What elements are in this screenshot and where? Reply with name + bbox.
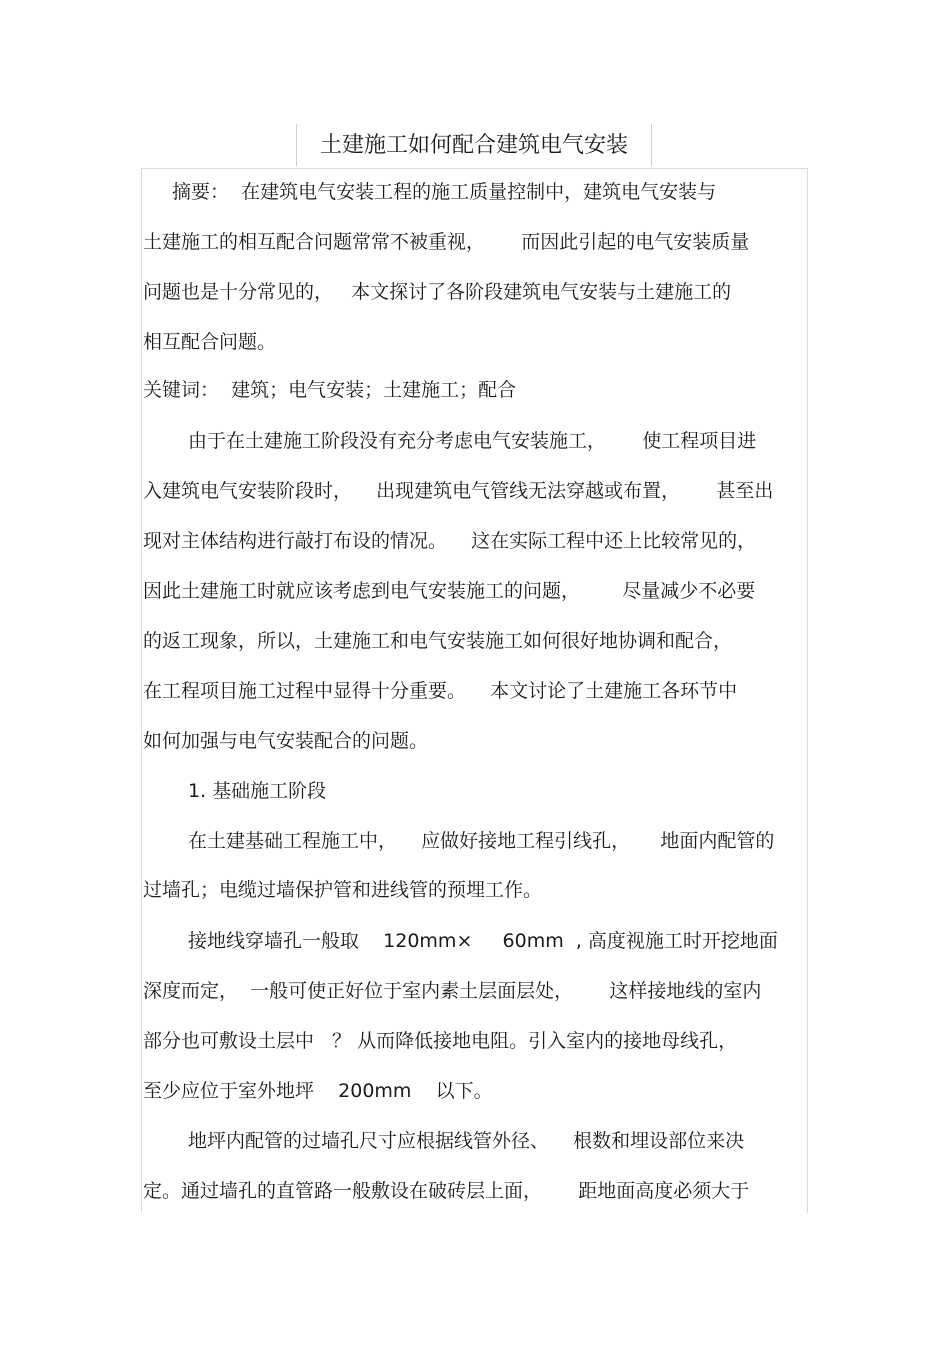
section1-para3-line-1: 地坪内配管的过墙孔尺寸应根据线管外径、 根数和埋设部位来决: [188, 1130, 745, 1152]
abstract-line-4: 相互配合问题。: [143, 331, 277, 353]
section-heading-1: 1. 基础施工阶段: [188, 780, 327, 802]
section1-para3-line-2: 定。通过墙孔的直管路一般敷设在破砖层上面， 距地面高度必须大于: [143, 1180, 750, 1202]
abstract-line-3: 问题也是十分常见的， 本文探讨了各阶段建筑电气安装与土建施工的: [143, 281, 732, 303]
intro-line-1: 由于在土建施工阶段没有充分考虑电气安装施工， 使工程项目进: [188, 430, 757, 452]
abstract-line-2: 土建施工的相互配合问题常常不被重视， 而因此引起的电气安装质量: [143, 231, 750, 253]
section1-para1-line-2: 过墙孔；电缆过墙保护管和进线管的预埋工作。: [143, 879, 543, 901]
intro-line-5: 的返工现象，所以，土建施工和电气安装施工如何很好地协调和配合，: [143, 630, 733, 652]
section1-para2-line-1: 接地线穿墙孔一般取 120mm× 60mm , 高度视施工时开挖地面: [188, 930, 778, 952]
abstract-line-1: 摘要： 在建筑电气安装工程的施工质量控制中，建筑电气安装与: [172, 181, 717, 203]
section1-para1-line-1: 在土建基础工程施工中， 应做好接地工程引线孔， 地面内配管的: [188, 830, 775, 852]
intro-line-3: 现对主体结构进行敲打布设的情况。 这在实际工程中还上比较常见的，: [143, 530, 757, 552]
section1-para2-line-3: 部分也可敷设土层中 ？ 从而降低接地电阻。引入室内的接地母线孔，: [143, 1030, 738, 1052]
section1-para2-line-4: 至少应位于室外地坪 200mm 以下。: [143, 1080, 493, 1102]
title-box: [296, 124, 652, 166]
intro-line-2: 入建筑电气安装阶段时， 出现建筑电气管线无法穿越或布置， 甚至出: [143, 480, 774, 502]
intro-line-4: 因此土建施工时就应该考虑到电气安装施工的问题， 尽量减少不必要: [143, 580, 756, 602]
section1-para2-line-2: 深度而定， 一般可使正好位于室内素土层面层处， 这样接地线的室内: [143, 980, 762, 1002]
document-title: 土建施工如何配合建筑电气安装: [319, 133, 628, 158]
intro-line-7: 如何加强与电气安装配合的问题。: [143, 730, 429, 752]
keywords-line: 关键词： 建筑；电气安装；土建施工；配合: [143, 379, 517, 401]
intro-line-6: 在工程项目施工过程中显得十分重要。 本文讨论了土建施工各环节中: [143, 680, 738, 702]
